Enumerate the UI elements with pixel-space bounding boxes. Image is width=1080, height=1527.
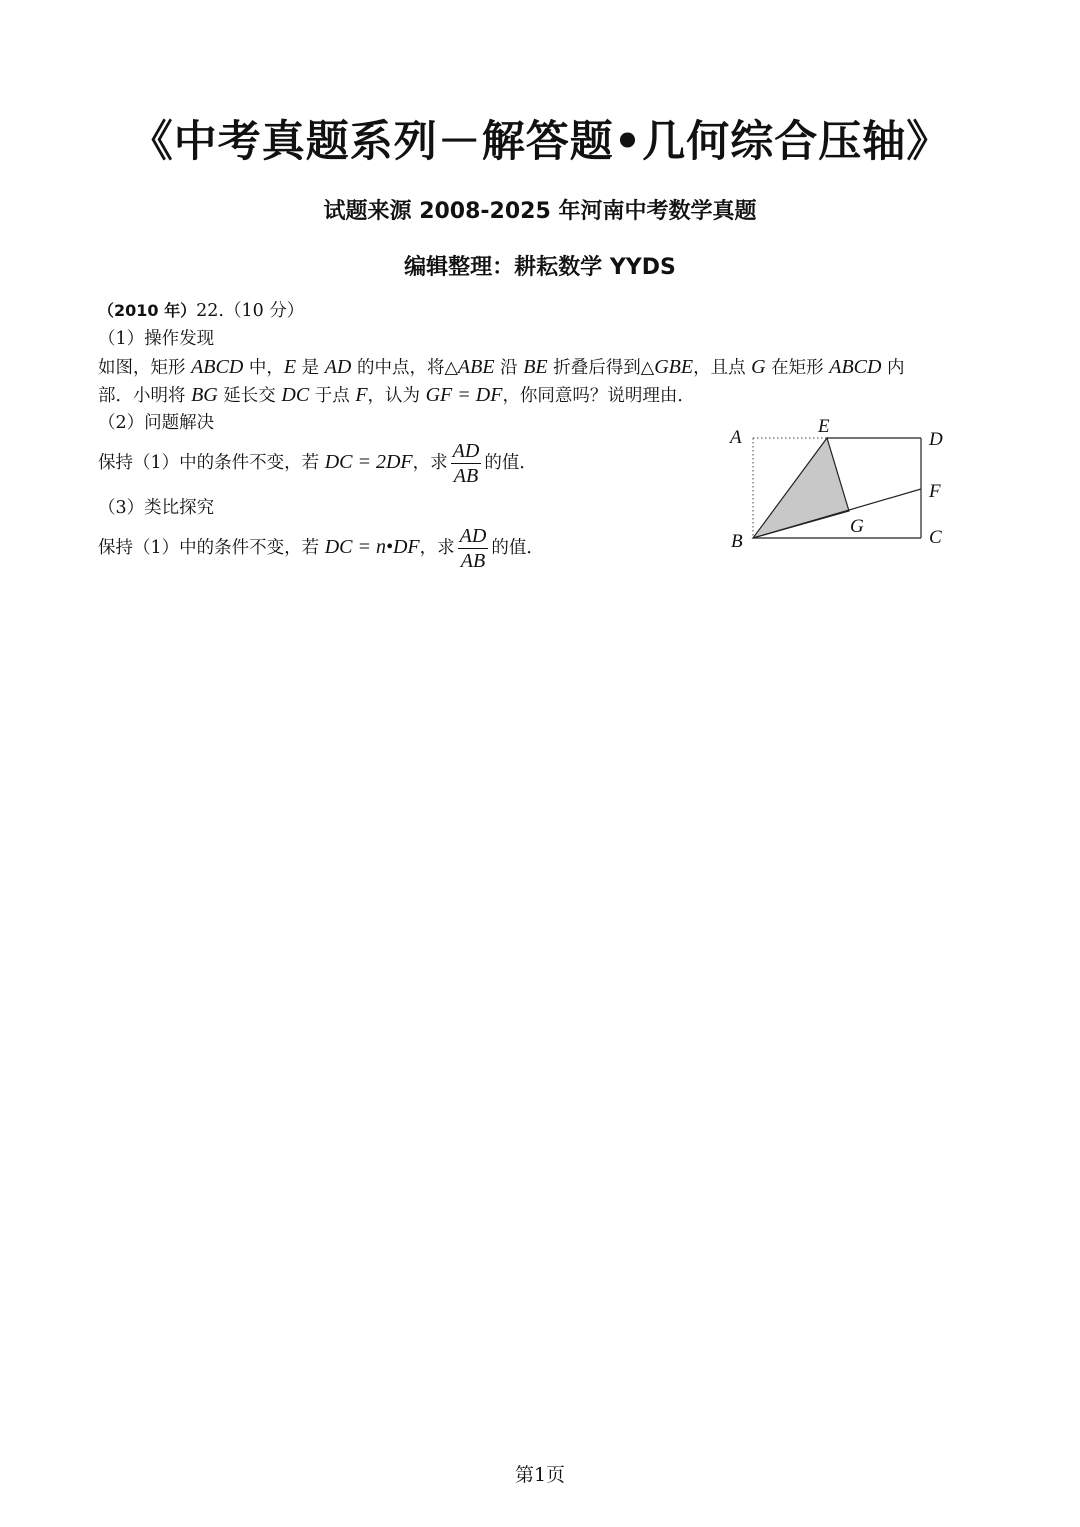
math-span: GBE [654,356,694,378]
text-span: 保持（1）中的条件不变，若 [98,453,325,473]
document-title: 《中考真题系列－解答题•几何综合压轴》 [129,117,951,167]
problem-meta [98,297,304,325]
problem-number: 22.（10 分） [196,301,305,321]
text-span: 的值． [484,453,537,473]
text-span: 沿 [494,358,524,378]
part1-heading: （1）操作发现 [98,329,215,349]
math-span: ABE [457,356,495,378]
label-g: G [850,516,864,537]
text-span: 在矩形 [765,358,830,378]
text-span: 的中点，将△ [351,358,458,378]
part1-text-line2 [98,381,695,410]
math-span: E [283,356,297,378]
math-span: DC [281,384,310,406]
label-a: A [730,427,742,448]
label-b: B [731,531,743,552]
part1-text-line1 [98,353,905,382]
text-span: ，求 [419,538,455,558]
fraction-denominator: AB [460,550,486,572]
text-span: 折叠后得到△ [547,358,655,378]
math-span: DC = 2DF [324,451,413,473]
label-c: C [929,527,942,548]
part3-question [98,524,544,573]
math-span: ABCD [829,356,882,378]
math-span: DC = n•DF [324,536,420,558]
part3-heading: （3）类比探究 [98,498,215,518]
editor-line: 编辑整理：耕耘数学 YYDS [404,255,676,280]
label-f: F [929,481,941,502]
text-span: ，你同意吗？说明理由． [502,386,695,406]
part2-heading: （2）问题解决 [98,413,215,433]
math-span: ABCD [191,356,244,378]
text-span: 中， [243,358,284,378]
page-number: 第1页 [514,1464,566,1486]
source-line: 试题来源 2008-2025 年河南中考数学真题 [323,199,757,224]
text-span: 如图，矩形 [98,358,192,378]
math-span: G [751,356,766,378]
math-span: BG [191,384,218,406]
math-span: BE [523,356,548,378]
geometry-figure-svg [722,410,962,560]
label-e: E [818,416,830,437]
text-span: ，认为 [367,386,426,406]
folded-triangle-gbe [753,438,849,538]
geometry-figure [722,410,962,560]
text-span: 是 [296,358,325,378]
math-span: AD [324,356,352,378]
fraction [451,439,482,488]
math-span: F [355,384,368,406]
fraction-numerator: AD [459,525,487,547]
fraction-denominator: AB [453,465,479,487]
fraction-numerator: AD [452,440,480,462]
text-span: 内 [881,358,905,378]
text-span: ，求 [412,453,448,473]
text-span: 的值． [491,538,544,558]
fraction [458,524,489,573]
label-d: D [929,429,943,450]
text-span: 部．小明将 [98,386,192,406]
problem-year: （2010 年） [98,301,197,320]
text-span: ，且点 [693,358,752,378]
math-span: GF = DF [425,384,503,406]
text-span: 于点 [309,386,356,406]
part2-question [98,439,537,488]
text-span: 延长交 [217,386,282,406]
text-span: 保持（1）中的条件不变，若 [98,538,325,558]
